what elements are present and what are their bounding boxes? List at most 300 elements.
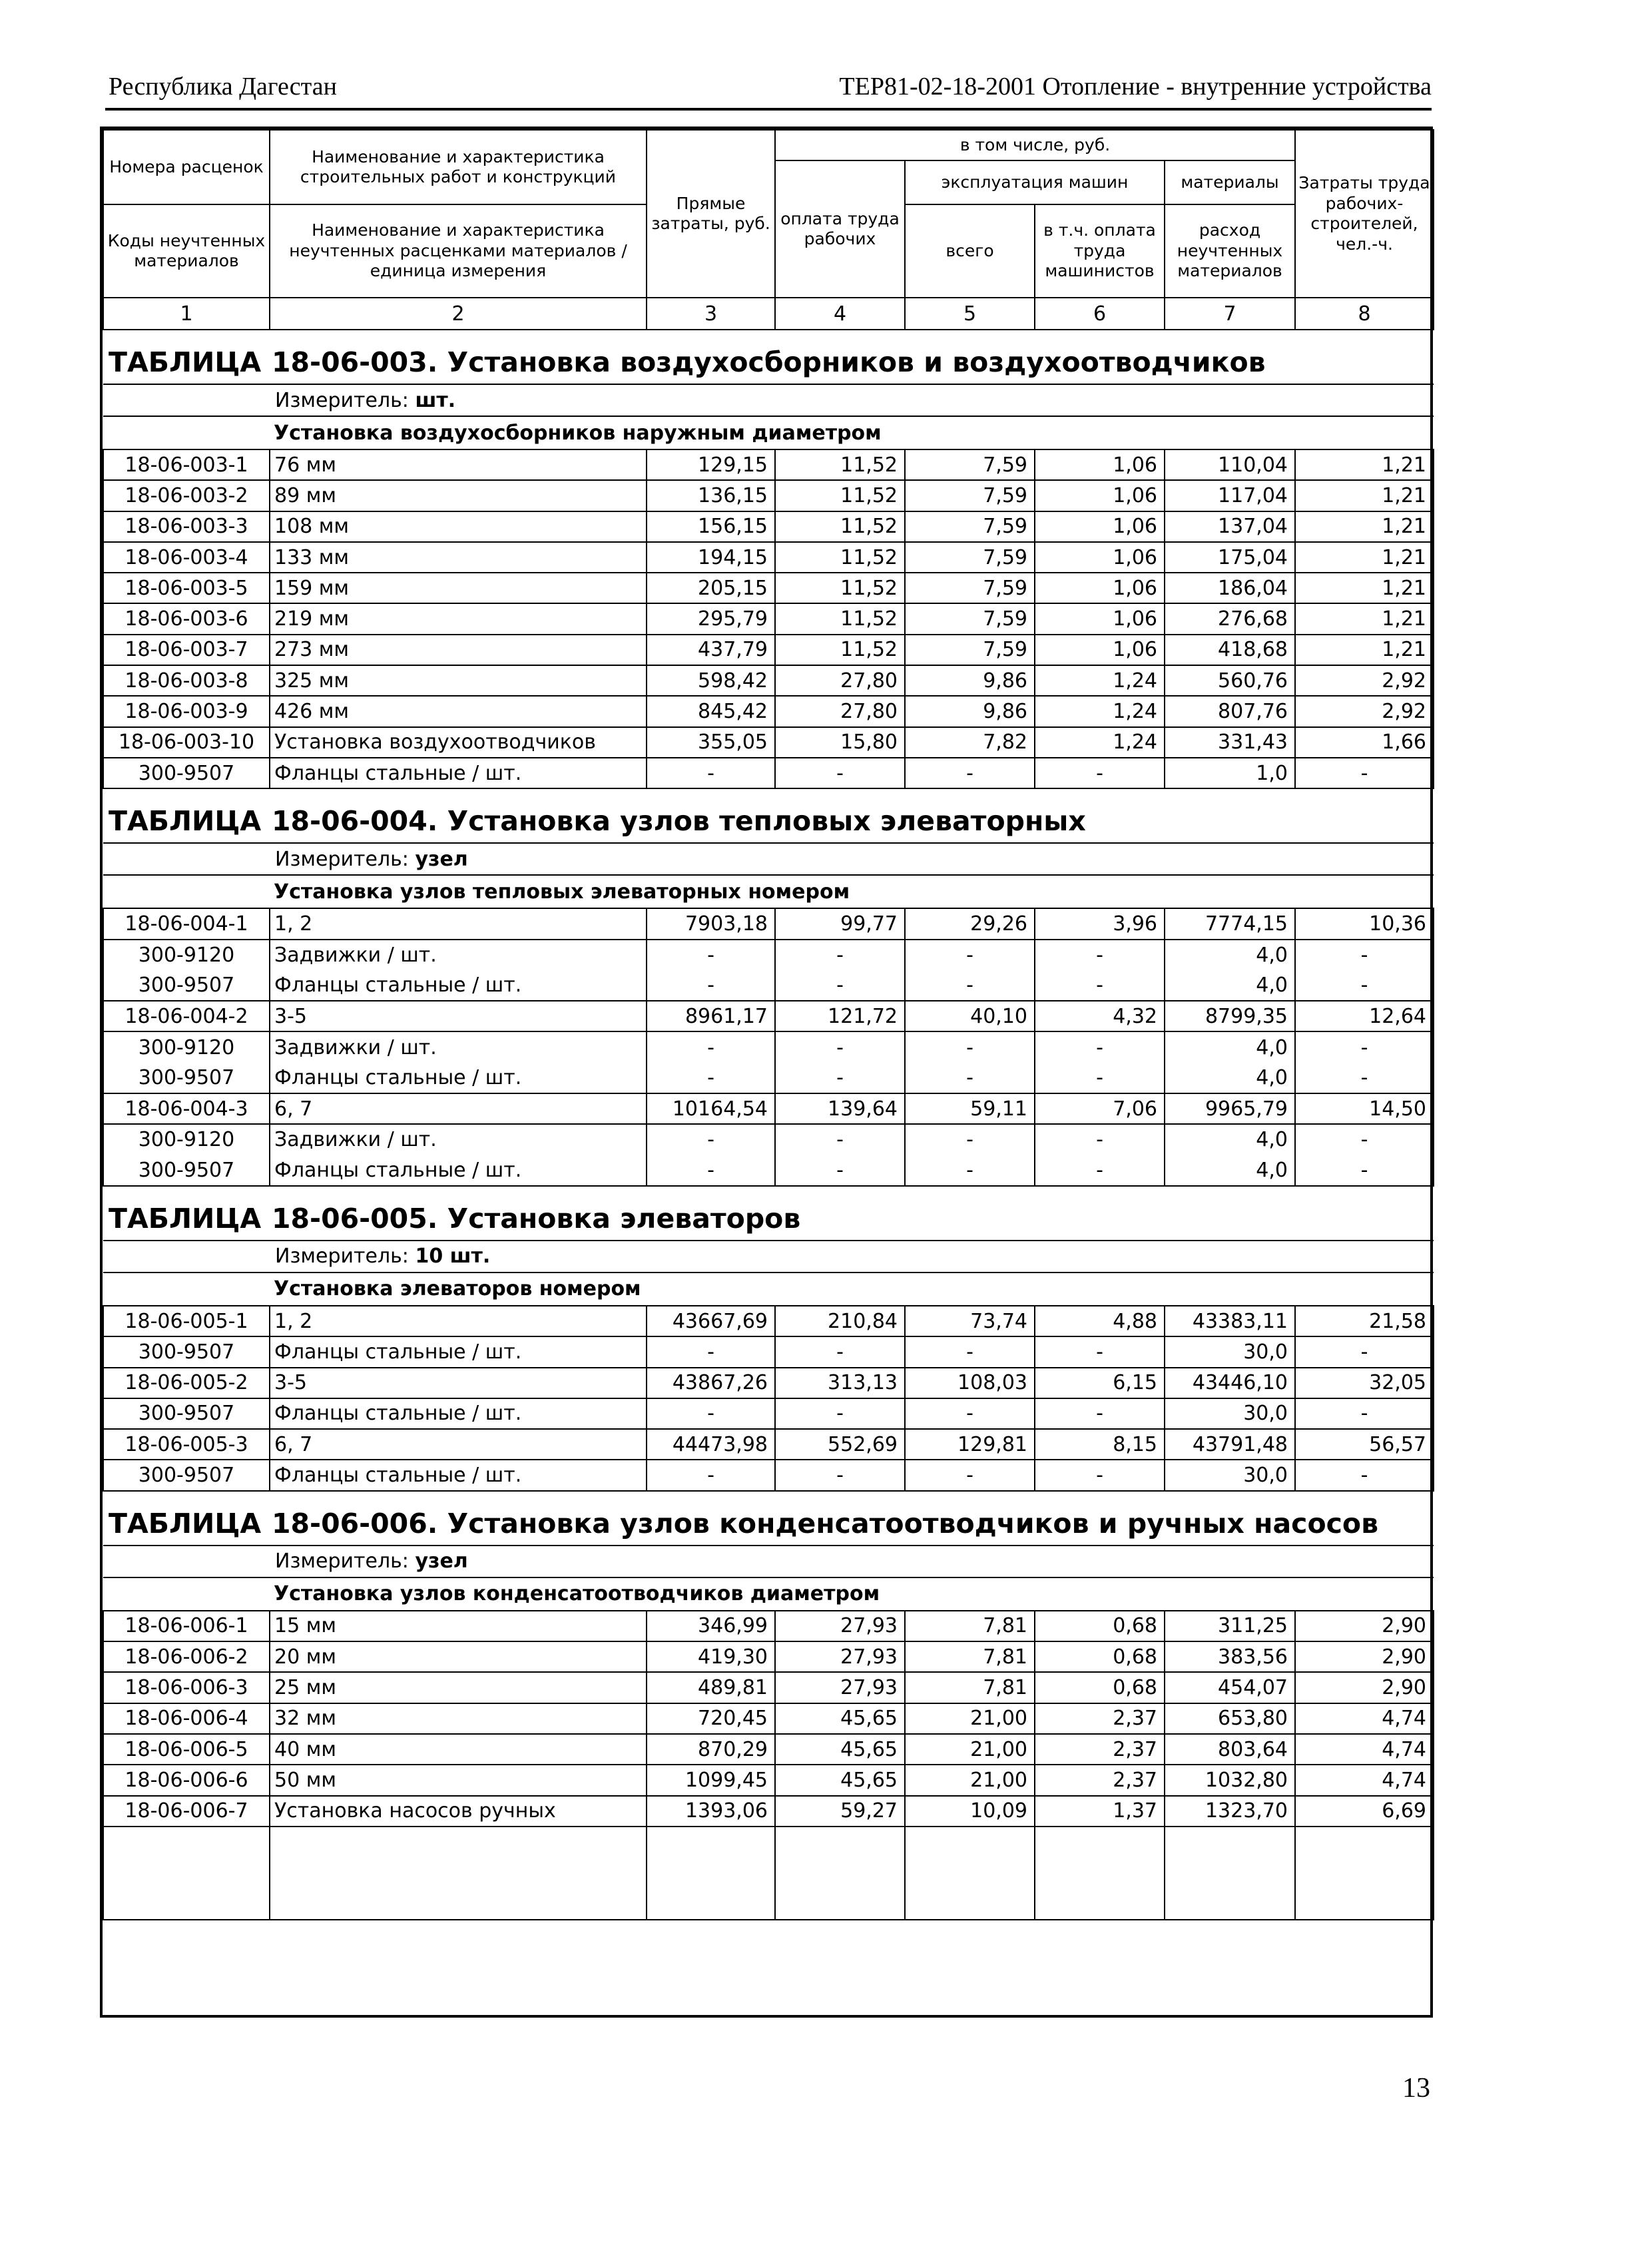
labor-pay: -	[775, 940, 905, 970]
machinist-pay: 1,24	[1035, 696, 1165, 726]
measure-row	[103, 1241, 1434, 1273]
labor-pay: -	[775, 970, 905, 1001]
header-rule	[105, 108, 1432, 111]
machines-total: 29,26	[905, 908, 1035, 939]
labor-hours: 2,90	[1295, 1641, 1434, 1672]
machines-total: 9,86	[905, 665, 1035, 696]
labor-hours: -	[1295, 940, 1434, 970]
col5-header: всего	[905, 204, 1035, 298]
machinist-pay: 0,68	[1035, 1611, 1165, 1641]
machinist-pay: 0,68	[1035, 1641, 1165, 1672]
labor-hours: -	[1295, 1031, 1434, 1062]
col-number: 2	[270, 298, 647, 330]
rates-sheet	[100, 127, 1433, 2018]
col2-bottom-header: Наименование и характеристика неучтенных расценками материалов / единица измерения	[270, 204, 647, 298]
materials: 4,0	[1165, 1063, 1295, 1093]
rate-code: 300-9120	[103, 940, 270, 970]
rate-code: 300-9507	[103, 1460, 270, 1490]
materials: 1323,70	[1165, 1796, 1295, 1827]
measure-row	[103, 384, 1434, 416]
rate-name: 50 мм	[270, 1765, 647, 1795]
measure-cell	[103, 384, 1434, 416]
machines-total: 7,59	[905, 573, 1035, 603]
materials: 418,68	[1165, 635, 1295, 665]
machines-total: 73,74	[905, 1306, 1035, 1336]
header-right: ТЕР81-02-18-2001 Отопление - внутренние устройства	[839, 73, 1432, 101]
machines-total: -	[905, 1398, 1035, 1429]
page-number: 13	[1402, 2073, 1430, 2104]
machinist-pay: -	[1035, 758, 1165, 788]
rate-code: 18-06-005-1	[103, 1306, 270, 1336]
header-left: Республика Дагестан	[109, 73, 337, 101]
labor-hours: 2,92	[1295, 696, 1434, 726]
subheading-row	[103, 1577, 1434, 1611]
materials: 807,76	[1165, 696, 1295, 726]
subheading-spacer	[103, 1273, 270, 1306]
labor-hours: 10,36	[1295, 908, 1434, 939]
machinist-pay: 8,15	[1035, 1429, 1165, 1460]
machinist-pay: 1,06	[1035, 542, 1165, 573]
machinist-pay: -	[1035, 1031, 1165, 1062]
direct-costs: 43867,26	[647, 1368, 775, 1398]
measure-label: Измеритель:	[275, 847, 409, 871]
table-row	[103, 727, 1434, 758]
rate-name: Задвижки / шт.	[270, 1031, 647, 1062]
table-title	[103, 788, 1434, 843]
rate-code: 18-06-003-9	[103, 696, 270, 726]
machinist-pay: -	[1035, 1063, 1165, 1093]
machines-total: 7,59	[905, 480, 1035, 511]
table-title-row	[103, 1186, 1434, 1241]
machinist-pay: -	[1035, 970, 1165, 1001]
direct-costs: -	[647, 940, 775, 970]
rate-name: 3-5	[270, 1368, 647, 1398]
rate-name: Установка насосов ручных	[270, 1796, 647, 1827]
table-row	[103, 1611, 1434, 1641]
labor-pay: 45,65	[775, 1765, 905, 1795]
table-label: ТАБЛИЦА	[109, 346, 262, 378]
blank-cell	[103, 1827, 270, 1920]
col3-header: Прямые затраты, руб.	[647, 130, 775, 298]
col-number: 3	[647, 298, 775, 330]
subheading-spacer	[103, 1577, 270, 1611]
labor-pay: -	[775, 1031, 905, 1062]
measure-cell	[103, 1241, 1434, 1273]
table-row	[103, 480, 1434, 511]
materials: 331,43	[1165, 727, 1295, 758]
labor-hours: 14,50	[1295, 1093, 1434, 1124]
materials: 4,0	[1165, 1124, 1295, 1155]
machinist-pay: -	[1035, 1460, 1165, 1490]
table-row	[103, 940, 1434, 970]
labor-pay: 210,84	[775, 1306, 905, 1336]
rate-name: Фланцы стальные / шт.	[270, 1063, 647, 1093]
labor-pay: 121,72	[775, 1001, 905, 1031]
rate-code: 300-9507	[103, 758, 270, 788]
labor-hours: -	[1295, 1124, 1434, 1155]
table-row	[103, 1641, 1434, 1672]
machinist-pay: 2,37	[1035, 1703, 1165, 1734]
labor-pay: 27,80	[775, 696, 905, 726]
table-row	[103, 1063, 1434, 1093]
direct-costs: -	[647, 1124, 775, 1155]
table-row	[103, 970, 1434, 1001]
rate-code: 18-06-004-3	[103, 1093, 270, 1124]
rate-code: 18-06-006-1	[103, 1611, 270, 1641]
labor-hours: -	[1295, 1460, 1434, 1490]
rate-code: 18-06-006-2	[103, 1641, 270, 1672]
measure-label: Измеритель:	[275, 1550, 409, 1573]
machinist-pay: 1,06	[1035, 573, 1165, 603]
machinist-pay: 0,68	[1035, 1672, 1165, 1703]
measure-cell	[103, 1546, 1434, 1577]
table-row	[103, 1001, 1434, 1031]
materials: 8799,35	[1165, 1001, 1295, 1031]
rate-code: 18-06-006-7	[103, 1796, 270, 1827]
machinist-pay: -	[1035, 1124, 1165, 1155]
machinist-pay: 2,37	[1035, 1765, 1165, 1795]
rate-name: 219 мм	[270, 603, 647, 634]
direct-costs: 355,05	[647, 727, 775, 758]
machines-total: -	[905, 1124, 1035, 1155]
direct-costs: -	[647, 1155, 775, 1186]
table-row	[103, 1124, 1434, 1155]
rate-name: 3-5	[270, 1001, 647, 1031]
rate-name: 1, 2	[270, 908, 647, 939]
machines-total: 10,09	[905, 1796, 1035, 1827]
col7-header: расход неучтенных материалов	[1165, 204, 1295, 298]
materials: 4,0	[1165, 970, 1295, 1001]
materials: 43791,48	[1165, 1429, 1295, 1460]
rate-code: 18-06-004-2	[103, 1001, 270, 1031]
rate-name: 25 мм	[270, 1672, 647, 1703]
rate-code: 18-06-003-6	[103, 603, 270, 634]
col-number: 1	[103, 298, 270, 330]
materials: 186,04	[1165, 573, 1295, 603]
machinist-pay: 4,32	[1035, 1001, 1165, 1031]
materials: 175,04	[1165, 542, 1295, 573]
rate-code: 300-9507	[103, 1336, 270, 1367]
labor-hours: 12,64	[1295, 1001, 1434, 1031]
labor-hours: -	[1295, 1398, 1434, 1429]
materials: 1032,80	[1165, 1765, 1295, 1795]
table-title	[103, 330, 1434, 384]
subheading-row	[103, 1273, 1434, 1306]
machines-total: 9,86	[905, 696, 1035, 726]
rate-code: 18-06-003-5	[103, 573, 270, 603]
materials: 4,0	[1165, 1155, 1295, 1186]
rate-name: 32 мм	[270, 1703, 647, 1734]
rate-code: 18-06-003-2	[103, 480, 270, 511]
rate-code: 300-9507	[103, 1155, 270, 1186]
table-row	[103, 449, 1434, 480]
table-title-row	[103, 330, 1434, 384]
machines-total: -	[905, 940, 1035, 970]
col-number: 5	[905, 298, 1035, 330]
machines-total: 7,59	[905, 511, 1035, 542]
labor-pay: 552,69	[775, 1429, 905, 1460]
table-row	[103, 1429, 1434, 1460]
rate-code: 18-06-006-6	[103, 1765, 270, 1795]
subheading-spacer	[103, 875, 270, 908]
subheading: Установка узлов тепловых элеваторных номером	[270, 875, 1434, 908]
direct-costs: -	[647, 1031, 775, 1062]
rate-code: 18-06-003-10	[103, 727, 270, 758]
rate-code: 18-06-006-5	[103, 1734, 270, 1765]
machines-total: -	[905, 1460, 1035, 1490]
machinist-pay: 1,06	[1035, 480, 1165, 511]
machines-total: -	[905, 970, 1035, 1001]
measure-row	[103, 843, 1434, 875]
col-number: 6	[1035, 298, 1165, 330]
labor-pay: 27,93	[775, 1641, 905, 1672]
machinist-pay: -	[1035, 1398, 1165, 1429]
col1-top-header: Номера расценок	[103, 130, 270, 204]
table-row	[103, 635, 1434, 665]
machines-total: -	[905, 1031, 1035, 1062]
table-row	[103, 1703, 1434, 1734]
machinist-pay: 6,15	[1035, 1368, 1165, 1398]
labor-hours: -	[1295, 758, 1434, 788]
rate-code: 18-06-003-4	[103, 542, 270, 573]
column-number-row	[103, 298, 1434, 330]
blank-row	[103, 1827, 1434, 1920]
col-number: 7	[1165, 298, 1295, 330]
table-label: ТАБЛИЦА	[109, 1202, 262, 1235]
subheading-spacer	[103, 416, 270, 449]
rates-table	[103, 129, 1434, 1920]
machines-total: 7,59	[905, 635, 1035, 665]
direct-costs: 845,42	[647, 696, 775, 726]
direct-costs: 43667,69	[647, 1306, 775, 1336]
rate-name: 89 мм	[270, 480, 647, 511]
rate-name: 108 мм	[270, 511, 647, 542]
table-row	[103, 603, 1434, 634]
direct-costs: 7903,18	[647, 908, 775, 939]
machinist-pay: 3,96	[1035, 908, 1165, 939]
col2-top-header: Наименование и характеристика строительных работ и конструкций	[270, 130, 647, 204]
col-number: 8	[1295, 298, 1434, 330]
machinist-pay: 1,24	[1035, 727, 1165, 758]
machines-total: -	[905, 1155, 1035, 1186]
rate-name: 40 мм	[270, 1734, 647, 1765]
rate-code: 18-06-005-3	[103, 1429, 270, 1460]
machinist-pay: 7,06	[1035, 1093, 1165, 1124]
table-row	[103, 1031, 1434, 1062]
table-title-text: 18-06-004. Установка узлов тепловых элеваторных	[272, 805, 1086, 838]
rate-name: Фланцы стальные / шт.	[270, 1336, 647, 1367]
subheading: Установка элеваторов номером	[270, 1273, 1434, 1306]
materials: 4,0	[1165, 940, 1295, 970]
direct-costs: 44473,98	[647, 1429, 775, 1460]
machines-total: 7,59	[905, 449, 1035, 480]
labor-pay: -	[775, 1460, 905, 1490]
table-title-text: 18-06-006. Установка узлов конденсатоотводчиков и ручных насосов	[272, 1507, 1379, 1540]
direct-costs: -	[647, 1398, 775, 1429]
labor-hours: 1,21	[1295, 542, 1434, 573]
machines-total: 59,11	[905, 1093, 1035, 1124]
labor-pay: 45,65	[775, 1703, 905, 1734]
machinist-pay: 1,37	[1035, 1796, 1165, 1827]
table-row	[103, 758, 1434, 788]
rate-code: 18-06-003-8	[103, 665, 270, 696]
labor-pay: 11,52	[775, 480, 905, 511]
labor-hours: 1,21	[1295, 635, 1434, 665]
materials: 4,0	[1165, 1031, 1295, 1062]
machinist-pay: 1,06	[1035, 449, 1165, 480]
direct-costs: 437,79	[647, 635, 775, 665]
direct-costs: -	[647, 1063, 775, 1093]
labor-hours: 21,58	[1295, 1306, 1434, 1336]
rate-name: Фланцы стальные / шт.	[270, 758, 647, 788]
labor-hours: -	[1295, 1155, 1434, 1186]
table-title-row	[103, 788, 1434, 843]
col4-header: оплата труда рабочих	[775, 160, 905, 298]
rate-name: Задвижки / шт.	[270, 1124, 647, 1155]
measure-label: Измеритель:	[275, 1245, 409, 1269]
labor-hours: 56,57	[1295, 1429, 1434, 1460]
materials: 1,0	[1165, 758, 1295, 788]
blank-cell	[775, 1827, 905, 1920]
rate-name: 426 мм	[270, 696, 647, 726]
col-number: 4	[775, 298, 905, 330]
table-label: ТАБЛИЦА	[109, 1507, 262, 1540]
rate-code: 18-06-003-7	[103, 635, 270, 665]
labor-hours: 1,21	[1295, 573, 1434, 603]
materials: 43383,11	[1165, 1306, 1295, 1336]
rate-code: 18-06-006-4	[103, 1703, 270, 1734]
table-row	[103, 1093, 1434, 1124]
blank-cell	[1165, 1827, 1295, 1920]
labor-hours: -	[1295, 1063, 1434, 1093]
rate-code: 18-06-006-3	[103, 1672, 270, 1703]
materials-header: материалы	[1165, 160, 1295, 204]
machinist-pay: 2,37	[1035, 1734, 1165, 1765]
direct-costs: -	[647, 1460, 775, 1490]
rate-name: 273 мм	[270, 635, 647, 665]
blank-cell	[1295, 1827, 1434, 1920]
rate-code: 300-9120	[103, 1031, 270, 1062]
materials: 7774,15	[1165, 908, 1295, 939]
col8-header: Затраты труда рабочих-строителей, чел.-ч.	[1295, 130, 1434, 298]
rate-name: Фланцы стальные / шт.	[270, 970, 647, 1001]
labor-pay: 11,52	[775, 511, 905, 542]
machines-total: -	[905, 1336, 1035, 1367]
machinist-pay: -	[1035, 1336, 1165, 1367]
machinist-pay: -	[1035, 1155, 1165, 1186]
measure-row	[103, 1546, 1434, 1577]
table-title-text: 18-06-005. Установка элеваторов	[272, 1202, 801, 1235]
subheading: Установка воздухосборников наружным диаметром	[270, 416, 1434, 449]
table-row	[103, 1672, 1434, 1703]
materials: 117,04	[1165, 480, 1295, 511]
table-row	[103, 1765, 1434, 1795]
rate-code: 18-06-005-2	[103, 1368, 270, 1398]
machinist-pay: 4,88	[1035, 1306, 1165, 1336]
rate-name: 6, 7	[270, 1429, 647, 1460]
direct-costs: 136,15	[647, 480, 775, 511]
measure-value: узел	[415, 1550, 468, 1573]
subheading-row	[103, 416, 1434, 449]
direct-costs: 194,15	[647, 542, 775, 573]
blank-cell	[905, 1827, 1035, 1920]
rate-name: 15 мм	[270, 1611, 647, 1641]
materials: 30,0	[1165, 1460, 1295, 1490]
labor-pay: 11,52	[775, 603, 905, 634]
rate-name: Фланцы стальные / шт.	[270, 1398, 647, 1429]
direct-costs: 10164,54	[647, 1093, 775, 1124]
machines-total: 7,59	[905, 542, 1035, 573]
labor-pay: 59,27	[775, 1796, 905, 1827]
labor-hours: 32,05	[1295, 1368, 1434, 1398]
machines-total: 7,59	[905, 603, 1035, 634]
table-title	[103, 1491, 1434, 1546]
materials: 560,76	[1165, 665, 1295, 696]
rate-name: 20 мм	[270, 1641, 647, 1672]
machines-header: эксплуатация машин	[905, 160, 1165, 204]
table-row	[103, 1306, 1434, 1336]
rate-name: 133 мм	[270, 542, 647, 573]
table-row	[103, 1796, 1434, 1827]
materials: 454,07	[1165, 1672, 1295, 1703]
rate-name: Фланцы стальные / шт.	[270, 1155, 647, 1186]
materials: 383,56	[1165, 1641, 1295, 1672]
rate-code: 18-06-003-1	[103, 449, 270, 480]
labor-hours: 1,21	[1295, 480, 1434, 511]
rate-name: Фланцы стальные / шт.	[270, 1460, 647, 1490]
machines-total: 40,10	[905, 1001, 1035, 1031]
labor-hours: 1,21	[1295, 449, 1434, 480]
table-row	[103, 1368, 1434, 1398]
rate-code: 300-9507	[103, 1063, 270, 1093]
labor-hours: -	[1295, 970, 1434, 1001]
measure-value: 10 шт.	[415, 1245, 491, 1269]
labor-hours: 1,21	[1295, 603, 1434, 634]
rate-name: 325 мм	[270, 665, 647, 696]
machinist-pay: -	[1035, 940, 1165, 970]
machines-total: -	[905, 758, 1035, 788]
machines-total: 7,82	[905, 727, 1035, 758]
table-row	[103, 908, 1434, 939]
machines-total: 21,00	[905, 1703, 1035, 1734]
machinist-pay: 1,06	[1035, 635, 1165, 665]
blank-cell	[270, 1827, 647, 1920]
machinist-pay: 1,24	[1035, 665, 1165, 696]
labor-hours: 2,90	[1295, 1611, 1434, 1641]
labor-hours: 4,74	[1295, 1734, 1434, 1765]
direct-costs: 870,29	[647, 1734, 775, 1765]
labor-pay: -	[775, 1336, 905, 1367]
labor-hours: -	[1295, 1336, 1434, 1367]
labor-pay: 11,52	[775, 635, 905, 665]
labor-pay: 27,93	[775, 1672, 905, 1703]
subheading-row	[103, 875, 1434, 908]
machines-total: 21,00	[905, 1765, 1035, 1795]
measure-cell	[103, 843, 1434, 875]
direct-costs: 598,42	[647, 665, 775, 696]
table-row	[103, 1155, 1434, 1186]
machines-total: 129,81	[905, 1429, 1035, 1460]
materials: 276,68	[1165, 603, 1295, 634]
materials: 137,04	[1165, 511, 1295, 542]
labor-pay: 11,52	[775, 573, 905, 603]
rate-name: 6, 7	[270, 1093, 647, 1124]
table-row	[103, 1398, 1434, 1429]
table-title	[103, 1186, 1434, 1241]
labor-pay: 27,80	[775, 665, 905, 696]
direct-costs: 419,30	[647, 1641, 775, 1672]
labor-hours: 4,74	[1295, 1765, 1434, 1795]
